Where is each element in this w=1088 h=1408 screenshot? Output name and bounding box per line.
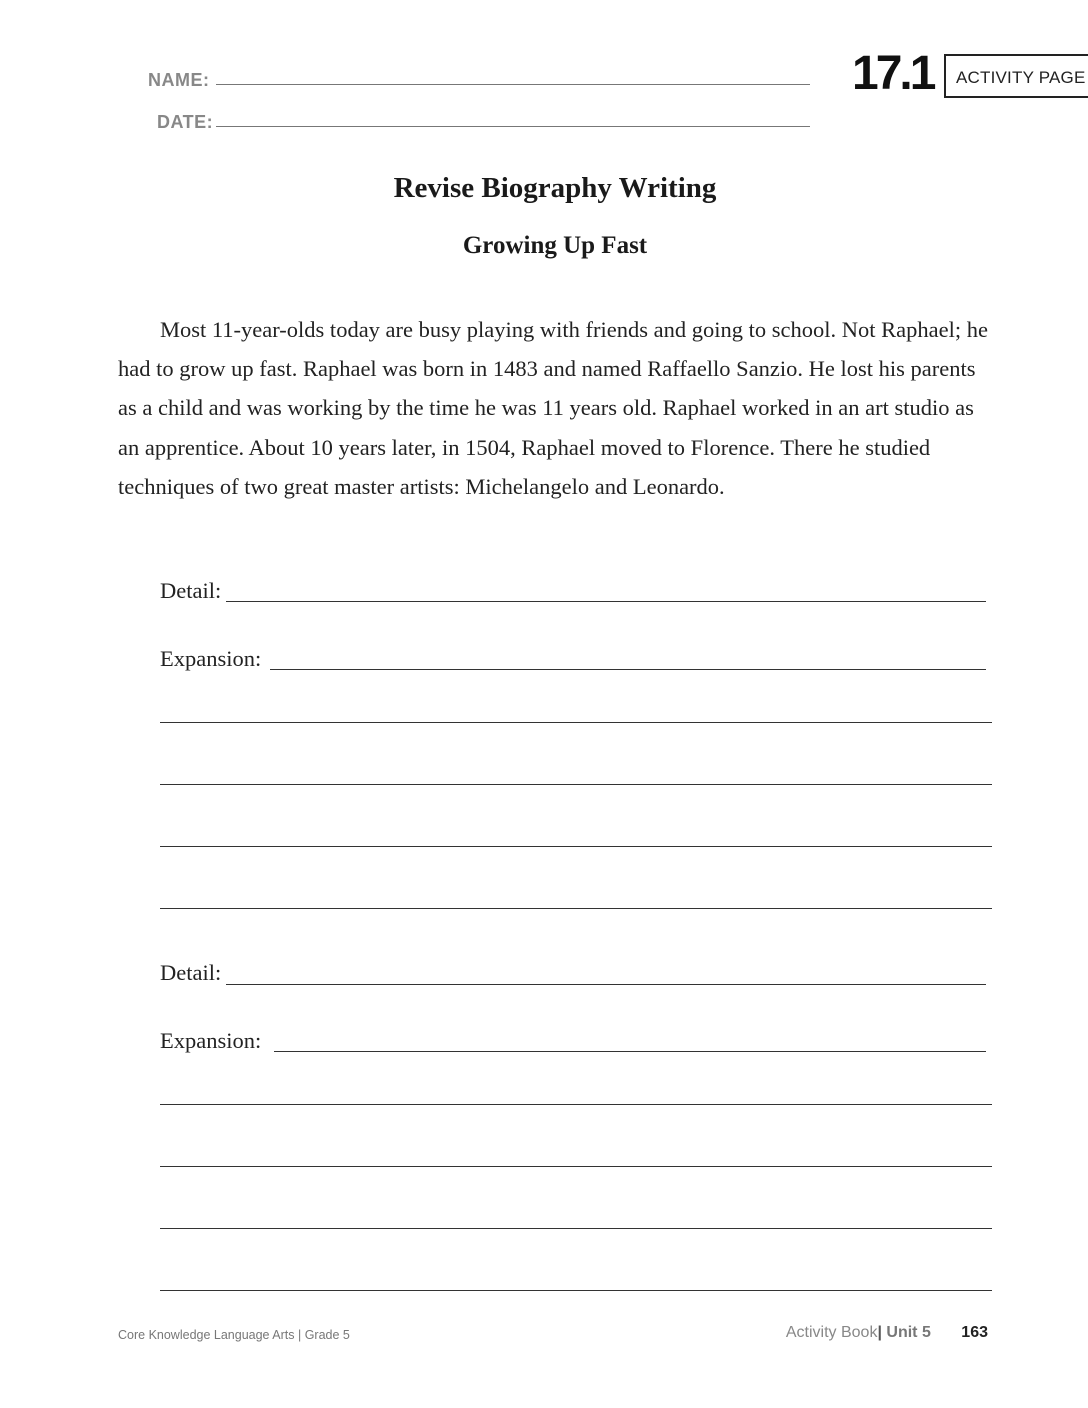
name-label: NAME: [148,70,210,90]
biography-paragraph: Most 11-year-olds today are busy playing with friends and going to school. Not Raphael; he had to grow up fast. Raphael was born in 1483 and named Raffaello Sanzio. He lost his parents as a child and was working by the time he was 11 years old. Raphael worked in an art studio as an apprentice. About 10 years later, in 1504, Raphael moved to Florence. There he studied techniques of two great master artists: Michelangelo and Leonardo. [118,317,988,499]
page-title: Revise Biography Writing [393,172,717,204]
writing-line[interactable] [160,1228,992,1229]
footer-separator: | [877,1324,882,1341]
expansion-label-1: Expansion: [160,646,262,671]
detail-line-1[interactable] [226,601,986,602]
date-field[interactable] [216,126,810,127]
writing-line[interactable] [160,846,992,847]
page-number: 163 [961,1324,988,1341]
footer-book-info [786,1324,988,1342]
page-subtitle: Growing Up Fast [462,232,648,259]
footer-book: Activity Book [785,1324,878,1341]
writing-line[interactable] [160,908,992,909]
expansion-label-2: Expansion: [160,1028,262,1053]
detail-line-2[interactable] [226,984,986,985]
writing-line[interactable] [160,722,992,723]
footer-series: Core Knowledge Language Arts | Grade 5 [118,1328,350,1342]
activity-page-badge: ACTIVITY PAGE [944,54,1088,98]
footer-unit: Unit 5 [886,1324,931,1341]
writing-line[interactable] [160,1104,992,1105]
writing-line[interactable] [160,784,992,785]
writing-line[interactable] [160,1166,992,1167]
writing-line[interactable] [160,1290,992,1291]
activity-number: 17.1 [852,47,934,100]
date-label: DATE: [157,112,214,132]
expansion-line-1[interactable] [270,669,986,670]
expansion-line-2[interactable] [274,1051,986,1052]
name-field[interactable] [216,84,810,85]
detail-label-1: Detail: [160,578,222,603]
detail-label-2: Detail: [160,960,222,985]
